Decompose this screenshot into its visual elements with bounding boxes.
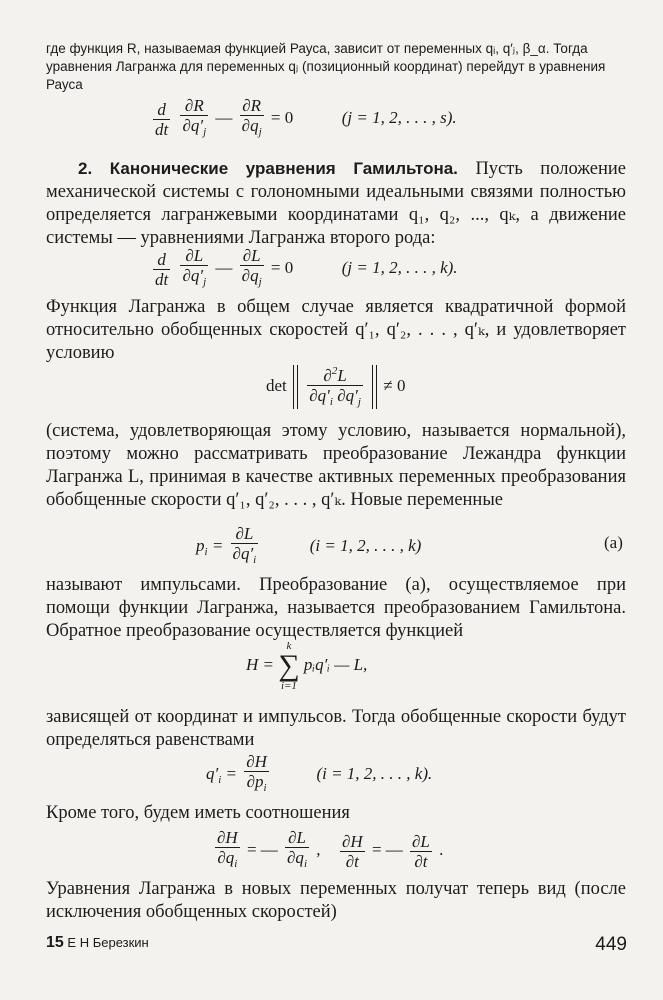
partial-relations: $\frac{\partial H}{\partial q_i}$ = — $\frac{\partial L}{\partial q_i}$ , $\frac{\partial H}{\partial t}$ = — $\frac{\partial L}{\partial t}$ . [217, 828, 444, 871]
printer-signature [46, 934, 149, 952]
paragraph-routh-intro: где функция R, называемая функцией Рауса, зависит от переменных qᵢ, q′ⱼ, β_α. Тогда уравнения Лагранжа для переменных qⱼ (позиционный координат) перейдут в уравнения Рауса [46, 41, 606, 92]
routh-range: (j = 1, 2, . . . , s). [341, 107, 457, 127]
det-relation: ≠ 0 [383, 375, 406, 395]
paragraph-hamilton-text: Пусть положение механической системы с голономными идеальными связями полностью определяется лагранжевыми координатами q₁, q₂, ..., qₖ, а движение системы — уравнениями Лагранжа второго рода: [46, 159, 626, 248]
paragraph-legendre: (система, удовлетворяющая этому условию, называется нормальной), поэтому можно рассматривать преобразование Лежандра функции Лагранжа L, принимая в качестве активных переменных преобразования обобщенные скорости q′₁, q′₂, . . . , q′ₖ. Новые переменные [46, 421, 626, 510]
signature-number: 15 [46, 934, 64, 951]
hamiltonian-rest: pᵢq′ᵢ — L, [303, 654, 368, 674]
velocity-range: (i = 1, 2, . . . , k). [316, 763, 433, 783]
equation-label-a: (a) [604, 533, 623, 552]
hamiltonian-definition: H = k ∑ i=1 pᵢq′ᵢ — L, [246, 640, 368, 692]
determinant-condition: det $\frac{\partial^2L}{\partial q'_i \partial q'_j}$ ≠ 0 [266, 362, 406, 412]
lagrange-equation: $\frac{d}{dt}$ $\frac{\partial L}{\partial q'_j}$ — $\frac{\partial L}{\partial q_j}$ = 0 (j = 1, 2, . . . , k). [155, 246, 458, 289]
velocity-equation: $q'_i$ = $\frac{\partial H}{\partial p_i}$ (i = 1, 2, . . . , k). [206, 752, 433, 794]
paragraph-coordinates: зависящей от координат и импульсов. Тогда обобщенные скорости будут определяться равенствами [46, 707, 626, 750]
paragraph-hamilton-section [46, 157, 626, 250]
paragraph-quadratic-form: Функция Лагранжа в общем случае является квадратичной формой относительно обобщенных скоростей q′₁, q′₂, . . . , q′ₖ, и удовлетворяет условию [46, 297, 626, 363]
paragraph-momenta: называют импульсами. Преобразование (а), осуществляемое при помощи функции Лагранжа, называется преобразованием Гамильтона. Обратное преобразование осуществляется функцией [46, 575, 626, 641]
paragraph-new-variables: Уравнения Лагранжа в новых переменных получат теперь вид (после исключения обобщенных скоростей) [46, 879, 626, 922]
momentum-definition: $p_i$ = $\frac{\partial L}{\partial q'_i}$ (i = 1, 2, . . . , k) [196, 524, 422, 566]
det-label: det [266, 375, 287, 395]
section-heading: 2. Канонические уравнения Гамильтона. [78, 159, 458, 178]
lagrange-range: (j = 1, 2, . . . , k). [341, 257, 458, 277]
routh-equation: $\frac{d}{dt}$ $\frac{\partial R}{\partial q'_j}$ — $\frac{\partial R}{\partial q_j}$ = 0 (j = 1, 2, . . . , s). [155, 96, 457, 139]
paragraph-relations: Кроме того, будем иметь соотношения [46, 803, 350, 823]
signature-text: Е Н Березкин [67, 935, 149, 950]
momentum-range: (i = 1, 2, . . . , k) [309, 535, 422, 555]
page-number: 449 [595, 934, 627, 955]
